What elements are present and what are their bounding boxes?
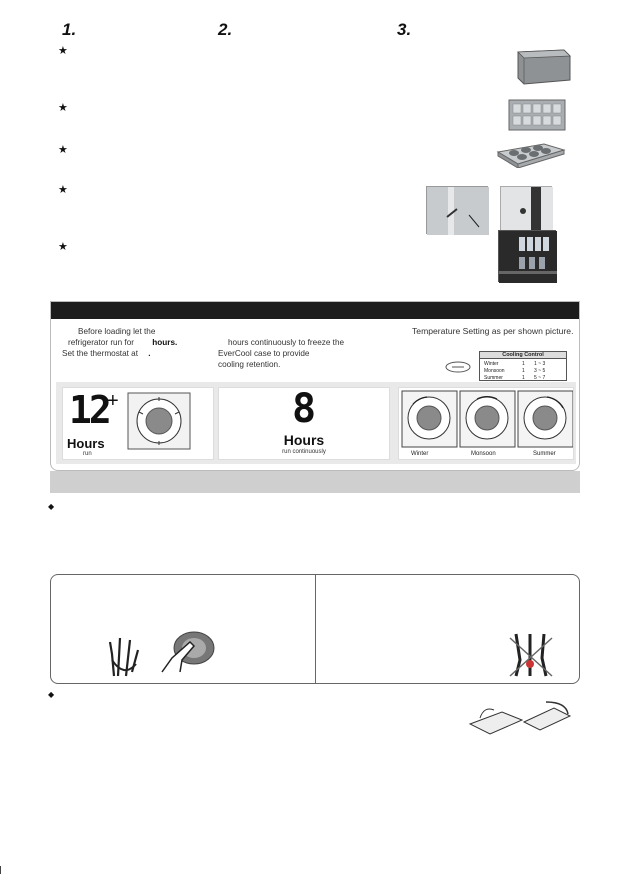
plus-sign: + — [107, 390, 119, 412]
storage-bin-image — [512, 40, 574, 90]
sharp-tools-icon — [506, 630, 556, 680]
star-bullet: ★ — [58, 143, 68, 156]
door-hinge-photo — [426, 186, 488, 234]
cooling-row — [484, 368, 564, 375]
digit-8: 8 — [291, 386, 317, 432]
cooling-row — [484, 361, 564, 368]
page-corner-mark — [0, 866, 10, 874]
step1-hours: hours. — [152, 338, 178, 347]
star-bullet: ★ — [58, 44, 68, 57]
section-header-bar — [50, 471, 580, 493]
run-label: run — [83, 451, 92, 457]
step1-line2-text: refrigerator run for — [68, 338, 134, 347]
season-range: 5 ~ 7 — [534, 375, 546, 381]
step1-line1: Before loading let the — [78, 327, 156, 336]
dial-knob-icon — [444, 359, 474, 375]
digits-12: 12 — [69, 388, 109, 432]
step1-line3 — [62, 348, 151, 359]
ice-tray-removal-icon — [466, 698, 574, 740]
cooling-control-title: Cooling Control — [480, 352, 566, 359]
card-12-hours — [62, 387, 214, 460]
step2-line3: cooling retention. — [218, 360, 281, 369]
step1-line2 — [68, 337, 177, 348]
thermostat-dial-icon — [127, 392, 191, 450]
star-bullet: ★ — [58, 183, 68, 196]
summer-label: Summer — [533, 451, 556, 457]
diamond-bullet: ◆ — [48, 690, 55, 699]
season-label: Monsoon — [484, 368, 505, 374]
season-label: Winter — [484, 361, 499, 367]
season-range: 3 ~ 5 — [534, 368, 546, 374]
fridge-interior-photo — [498, 230, 556, 282]
cooling-row — [484, 375, 564, 382]
step3-text: Temperature Setting as per shown picture. — [412, 326, 574, 336]
panel-header-bar — [51, 302, 579, 319]
diamond-bullet: ◆ — [48, 502, 55, 511]
step2-line1: hours continuously to freeze the — [228, 338, 345, 347]
winter-label: Winter — [411, 451, 429, 457]
season-marker: 1 — [522, 361, 525, 367]
season-marker: 1 — [522, 375, 525, 381]
step1-line3-text: Set the thermostat at — [62, 349, 139, 358]
step2-line2: EverCool case to provide — [218, 349, 310, 358]
run-continuously-label: run continuously — [282, 449, 326, 455]
season-label: Summer — [484, 375, 503, 381]
warning-box-divider — [315, 574, 316, 684]
card-8-hours — [218, 387, 390, 460]
star-bullet: ★ — [58, 101, 68, 114]
step2-number: 2. — [218, 20, 233, 39]
step3-number: 3. — [397, 20, 412, 39]
hours-label: Hours — [67, 436, 105, 451]
season-dials-icon — [401, 390, 573, 448]
finger-touch-icon — [160, 628, 216, 674]
star-bullet: ★ — [58, 240, 68, 253]
step1-number: 1. — [62, 20, 77, 39]
wet-hand-icon — [104, 632, 144, 678]
card-season-dials — [398, 387, 574, 460]
cooling-control-table — [479, 351, 567, 381]
door-switch-photo — [500, 186, 552, 230]
season-marker: 1 — [522, 368, 525, 374]
ice-tray-image — [508, 99, 566, 131]
season-range: 1 ~ 3 — [534, 361, 546, 367]
step1-line3-end: . — [148, 349, 151, 358]
egg-tray-image — [494, 140, 566, 168]
monsoon-label: Monsoon — [471, 451, 496, 457]
hours-label: Hours — [283, 432, 325, 448]
